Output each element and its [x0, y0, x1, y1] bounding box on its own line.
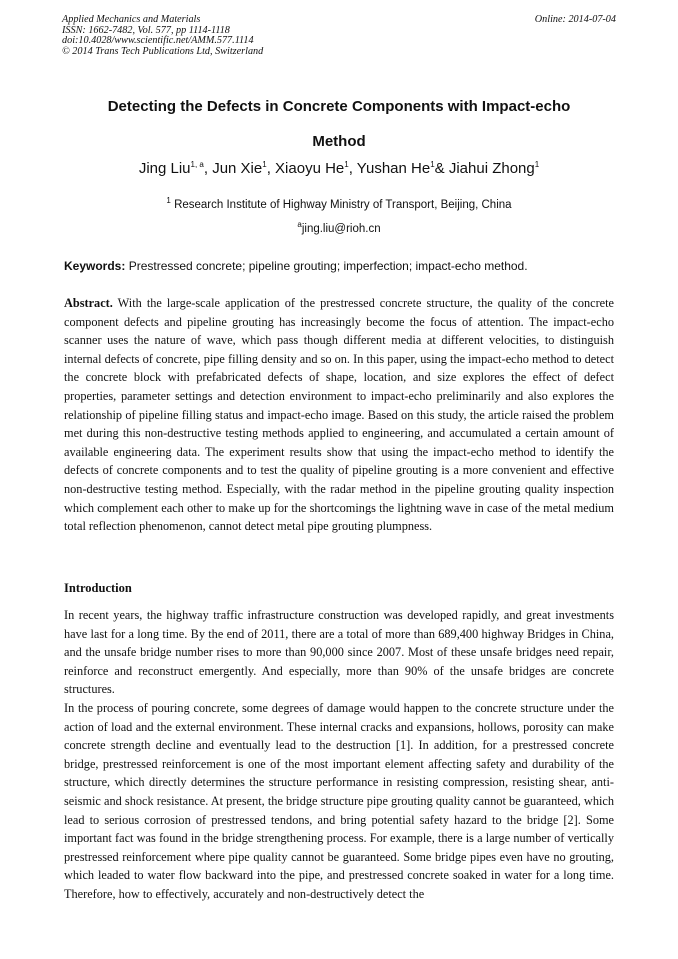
email-mark: a	[297, 220, 302, 229]
author-affiliation-mark: 1	[534, 160, 540, 169]
author-affiliation-mark: 1	[344, 160, 349, 169]
author-name: Jing Liu	[138, 160, 191, 177]
author-name: Xiaoyu He	[275, 160, 345, 177]
paragraph: In the process of pouring concrete, some degrees of damage would happen to the concrete structure under the action of load and the external environment. These internal cracks and expansions, hollows, porosity can make concrete strength decline and eventually lead to the destruction [1]. In addition, for a prestressed concrete bridge, prestressed reinforcement is one of the most important element affecting safety and durability of the structure, which directly determines the structure performance in resisting compression, resisting shear, anti-seismic and shock resistance. At present, the bridge structure pipe grouting quality cannot be guaranteed, which lead to serious corrosion of prestressed tendons, and bring potential safety hazard to the bridge [2]. Some important fact was found in the bridge strengthening process. For example, there is a large number of vertically prestressed reinforcement where pipe quality cannot be guaranteed. Some bridge pipes even have no grouting, which leaded to water flow backward into the pipe, and prestressed concrete soaked in water for a long time. Therefore, how to effectively, accurately and non-destructively detect the	[64, 700, 614, 901]
author-separator: ,	[348, 160, 357, 177]
author-email	[0, 220, 678, 235]
author-affiliation-mark: 1, a	[190, 160, 204, 169]
author-list	[0, 160, 678, 177]
author-separator: &	[434, 160, 449, 177]
author-name: Jiahui Zhong	[448, 160, 535, 177]
keywords-label: Keywords:	[64, 259, 126, 273]
title-line-1: Detecting the Defects in Concrete Components with Impact-echo	[107, 98, 571, 115]
abstract-text: With the large-scale application of the prestressed concrete structure, the quality of the concrete component defects and pipeline grouting has increasingly become the focus of attention. The impact-echo scanner uses the nature of wave, which pass though different media at different velocities, to distinguish internal defects of concrete, pipe filling density and so on. In this paper, using the impact-echo method to detect the concrete block with prefabricated defects of shape, location, and size explores the effect of defect properties, parameter settings and detection environment to impact-echo preliminarily and also explores the relationship of pipeline filling status and impact-echo image. Based on this study, the article raised the problem met during this non-destructive testing methods applied to engineering, and accumulated a certain amount of available engineering data. The experiment results show that using the impact-echo method to identify the defects of concrete components and to test the quality of pipeline grouting is a more convenient and effective non-destructive testing method. Especially, with the radar method in the pipeline grouting quality inspection which complement each other to make up for the shortcomings the lightning wave in case of the metal medium total reflection phenomenon, cannot detect metal pipe grouting plumpness.	[64, 296, 614, 534]
online-date: Online: 2014-07-04	[534, 14, 616, 25]
affiliation	[0, 196, 678, 211]
author-name: Yushan He	[356, 160, 431, 177]
copyright-line: © 2014 Trans Tech Publications Ltd, Switzerland	[62, 45, 264, 57]
journal-name: Applied Mechanics and Materials	[62, 14, 201, 25]
keywords-text: Prestressed concrete; pipeline grouting; imperfection; impact-echo method.	[125, 259, 528, 273]
keywords	[64, 259, 614, 273]
affiliation-text: Research Institute of Highway Ministry of Transport, Beijing, China	[170, 198, 512, 211]
author-separator: ,	[266, 160, 276, 177]
doi-line: doi:10.4028/www.scientific.net/AMM.577.1114	[62, 35, 254, 47]
introduction-body	[64, 606, 614, 904]
issn-line: ISSN: 1662-7482, Vol. 577, pp 1114-1118	[62, 24, 230, 36]
author-separator: ,	[203, 160, 213, 177]
section-heading-introduction: Introduction	[64, 581, 132, 595]
abstract	[64, 294, 614, 536]
paper-title	[70, 89, 608, 159]
email-address: jing.liu@rioh.cn	[301, 222, 381, 235]
author-affiliation-mark: 1	[430, 160, 435, 169]
author-name: Jun Xie	[212, 160, 263, 177]
author-affiliation-mark: 1	[262, 160, 267, 169]
paragraph: In recent years, the highway traffic infrastructure construction was developed rapidly, and great investments have last for a long time. By the end of 2011, there are a total of more than 689,400 highway Bridges in China, and the unsafe bridge number rises to more than 90,000 since 2007. Most of these unsafe bridges need repair, reinforce and reconstruct emergently. And especially, more than 90% of the unsafe bridges are concrete structures.	[64, 608, 614, 697]
title-line-2: Method	[312, 133, 366, 150]
affiliation-mark: 1	[166, 196, 171, 205]
abstract-label: Abstract.	[64, 296, 113, 310]
journal-header	[62, 15, 263, 57]
